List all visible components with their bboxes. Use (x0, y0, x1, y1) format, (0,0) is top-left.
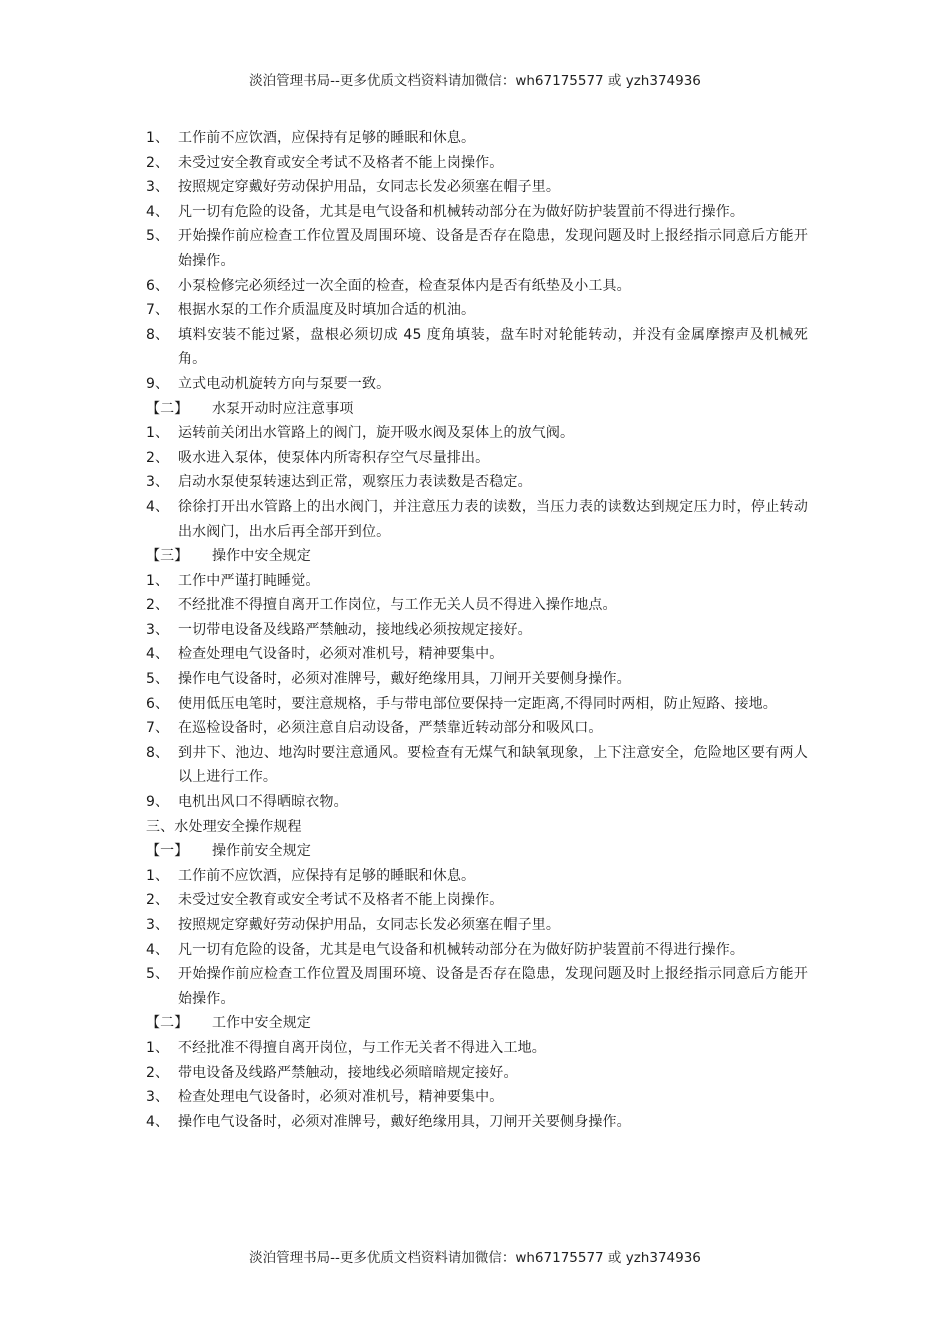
list-item (146, 151, 808, 176)
list-item-number: 6、 (146, 695, 170, 712)
list-item (146, 716, 808, 741)
list-item (146, 175, 808, 200)
list-item-text: 未受过安全教育或安全考试不及格者不能上岗操作。 (178, 892, 504, 909)
section-heading (146, 839, 808, 864)
list-item (146, 593, 808, 618)
list-item-number: 4、 (146, 941, 170, 958)
list-item (146, 790, 808, 815)
section-heading (146, 1011, 808, 1036)
list-item (146, 1110, 808, 1135)
list-item (146, 642, 808, 667)
list-item-text: 徐徐打开出水管路上的出水阀门，并注意压力表的读数，当压力表的读数达到规定压力时，停止转动出水阀门，出水后再全部开到位。 (178, 498, 808, 540)
list-item-text: 启动水泵使泵转速达到正常，观察压力表读数是否稳定。 (178, 474, 532, 491)
section-number: 【二】 (146, 1015, 189, 1032)
list-item-number: 7、 (146, 302, 170, 319)
list-item (146, 495, 808, 544)
list-item-number: 4、 (146, 646, 170, 663)
list-item-number: 1、 (146, 1039, 170, 1056)
list-item-text: 开始操作前应检查工作位置及周围环境、设备是否存在隐患，发现问题及时上报经指示同意后方能开始操作。 (178, 228, 808, 269)
list-item-number: 4、 (146, 1113, 170, 1130)
list-item-text: 电机出风口不得晒晾衣物。 (178, 794, 348, 811)
list-item-number: 7、 (146, 720, 170, 737)
document-body (146, 126, 808, 1134)
section-number: 【二】 (146, 400, 189, 417)
list-item-text: 一切带电设备及线路严禁触动，接地线必须按规定接好。 (178, 621, 532, 638)
list-item-text: 根据水泵的工作介质温度及时填加合适的机油。 (178, 302, 476, 319)
list-item-text: 检查处理电气设备时，必须对准机号，精神要集中。 (178, 1089, 504, 1106)
list-item-number: 3、 (146, 621, 170, 638)
chapter-heading: 三、水处理安全操作规程 (146, 818, 302, 835)
list-item (146, 323, 808, 372)
list-item-number: 5、 (146, 671, 170, 688)
list-item-text: 操作电气设备时，必须对准牌号，戴好绝缘用具，刀闸开关要侧身操作。 (178, 1113, 631, 1130)
list-item-number: 8、 (146, 744, 170, 761)
list-item (146, 1061, 808, 1086)
list-item-text: 不经批准不得擅自离开工作岗位，与工作无关人员不得进入操作地点。 (178, 597, 617, 614)
list-item-text: 凡一切有危险的设备，尤其是电气设备和机械转动部分在为做好防护装置前不得进行操作。 (178, 941, 744, 958)
list-item (146, 667, 808, 692)
list-item-text: 按照规定穿戴好劳动保护用品，女同志长发必须塞在帽子里。 (178, 179, 561, 196)
list-item-text: 不经批准不得擅自离开岗位，与工作无关者不得进入工地。 (178, 1039, 546, 1056)
list-item (146, 421, 808, 446)
list-item-text: 立式电动机旋转方向与泵要一致。 (178, 375, 391, 392)
section-number: 【三】 (146, 548, 189, 565)
section-title: 工作中安全规定 (212, 1015, 312, 1032)
list-item-text: 使用低压电笔时，要注意规格，手与带电部位要保持一定距离,不得同时两相，防止短路、接地。 (178, 695, 777, 712)
list-item-number: 9、 (146, 794, 170, 811)
list-item-text: 填料安装不能过紧，盘根必须切成 45 度角填装，盘车时对轮能转动，并没有金属摩擦声及机械死角。 (178, 326, 808, 368)
list-item (146, 864, 808, 889)
list-item-number: 3、 (146, 474, 170, 491)
list-item-number: 2、 (146, 449, 170, 466)
list-item-text: 工作前不应饮酒，应保持有足够的睡眠和休息。 (178, 867, 476, 884)
list-item (146, 298, 808, 323)
section-heading (146, 397, 808, 422)
list-item-number: 8、 (146, 326, 170, 343)
list-item-text: 工作中严谨打盹睡觉。 (178, 572, 320, 589)
list-item (146, 224, 808, 273)
section-heading (146, 544, 808, 569)
list-item (146, 446, 808, 471)
list-item-text: 吸水进入泵体，使泵体内所寄积存空气尽量排出。 (178, 449, 490, 466)
list-item (146, 126, 808, 151)
list-item (146, 741, 808, 790)
list-item (146, 938, 808, 963)
list-item-number: 1、 (146, 130, 170, 146)
list-item (146, 692, 808, 717)
list-item-number: 2、 (146, 597, 170, 614)
list-item-text: 运转前关闭出水管路上的阀门，旋开吸水阀及泵体上的放气阀。 (178, 425, 575, 442)
list-item-number: 9、 (146, 375, 170, 392)
list-item (146, 888, 808, 913)
list-item (146, 569, 808, 594)
section-title: 操作前安全规定 (212, 843, 312, 860)
list-item-number: 5、 (146, 228, 170, 245)
page-header: 淡泊管理书局--更多优质文档资料请加微信：wh67175577 或 yzh374936 (249, 73, 701, 89)
list-item-text: 工作前不应饮酒，应保持有足够的睡眠和休息。 (178, 130, 476, 146)
list-item (146, 962, 808, 1011)
list-item (146, 200, 808, 225)
list-item-number: 3、 (146, 917, 170, 933)
list-item-text: 到井下、池边、地沟时要注意通风。要检查有无煤气和缺氧现象，上下注意安全，危险地区要有两人以上进行工作。 (178, 744, 808, 786)
list-item-number: 1、 (146, 425, 170, 442)
list-item-number: 3、 (146, 179, 170, 196)
list-item-number: 3、 (146, 1089, 170, 1106)
list-item-number: 6、 (146, 277, 170, 294)
section-title: 操作中安全规定 (212, 548, 312, 565)
list-item-text: 小泵检修完必须经过一次全面的检查，检查泵体内是否有纸垫及小工具。 (178, 277, 631, 294)
list-item (146, 274, 808, 299)
list-item-number: 5、 (146, 966, 170, 983)
list-item (146, 913, 808, 938)
list-item-number: 2、 (146, 1064, 170, 1081)
list-item-text: 操作电气设备时，必须对准牌号，戴好绝缘用具，刀闸开关要侧身操作。 (178, 671, 631, 688)
list-item-number: 2、 (146, 154, 170, 171)
list-item-number: 1、 (146, 867, 170, 884)
list-item-text: 检查处理电气设备时，必须对准机号，精神要集中。 (178, 646, 504, 663)
list-item (146, 470, 808, 495)
list-item-text: 开始操作前应检查工作位置及周围环境、设备是否存在隐患，发现问题及时上报经指示同意后方能开始操作。 (178, 966, 808, 1007)
list-item (146, 1085, 808, 1110)
list-item (146, 618, 808, 643)
page-footer: 淡泊管理书局--更多优质文档资料请加微信：wh67175577 或 yzh374936 (249, 1250, 701, 1266)
section-title: 水泵开动时应注意事项 (212, 400, 354, 417)
list-item (146, 372, 808, 397)
list-item-number: 1、 (146, 572, 170, 589)
list-item-text: 按照规定穿戴好劳动保护用品，女同志长发必须塞在帽子里。 (178, 917, 561, 933)
list-item-number: 4、 (146, 203, 170, 220)
list-item (146, 1036, 808, 1061)
list-item-number: 2、 (146, 892, 170, 909)
list-item-number: 4、 (146, 498, 170, 515)
list-item-text: 在巡检设备时，必须注意自启动设备，严禁靠近转动部分和吸风口。 (178, 720, 603, 737)
section-number: 【一】 (146, 843, 189, 860)
list-item-text: 带电设备及线路严禁触动，接地线必须暗暗规定接好。 (178, 1064, 518, 1081)
list-item-text: 未受过安全教育或安全考试不及格者不能上岗操作。 (178, 154, 504, 171)
list-item-text: 凡一切有危险的设备，尤其是电气设备和机械转动部分在为做好防护装置前不得进行操作。 (178, 203, 744, 220)
